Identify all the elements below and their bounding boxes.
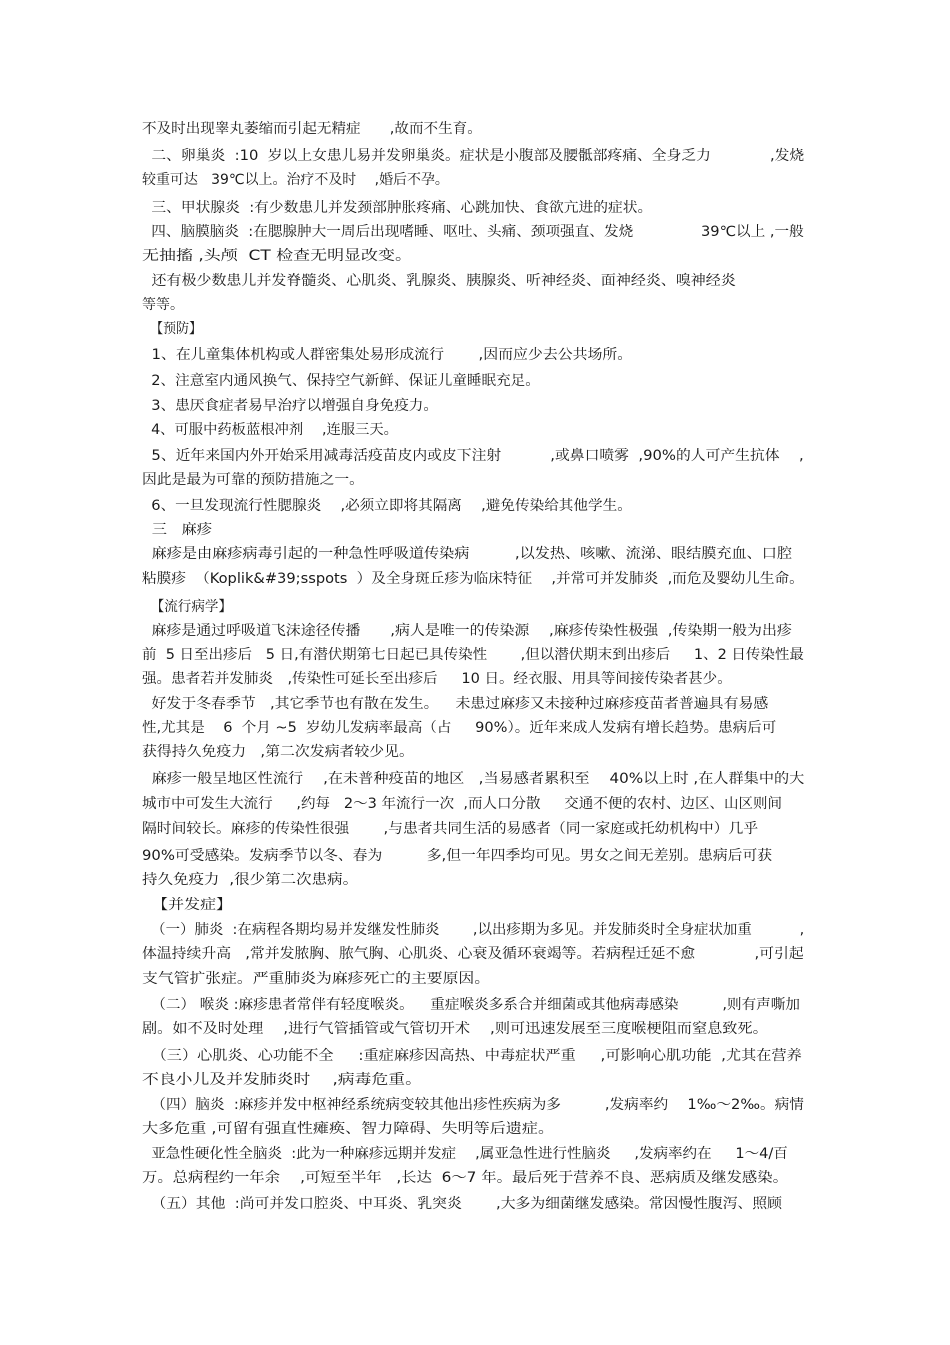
text-line: 【并发症】 <box>142 897 233 913</box>
text-line: 三、甲状腺炎 :有少数患儿并发颈部肿胀疼痛、心跳加快、食欲亢进的症状。 <box>142 200 653 216</box>
text-line: 粘膜疹 （Koplik&#39;sspots ）及全身斑丘疹为临床特征 ,并常可并发肺炎 ,而危及婴幼儿生命。 <box>142 571 804 587</box>
text-line: 麻疹是通过呼吸道飞沫途径传播 ,病人是唯一的传染源 ,麻疹传染性极强 ,传染期一般为出疹 <box>142 623 792 639</box>
text-line: 等等。 <box>142 297 184 313</box>
text-line: 隔时间较长。麻疹的传染性很强 ,与患者共同生活的易感者（同一家庭或托幼机构中）几乎 <box>142 821 759 837</box>
text-line: 5、近年来国内外开始采用减毒活疫苗皮内或皮下注射 ,或鼻口喷雾 ,90%的人可产生抗体 , <box>142 448 804 464</box>
text-line: 无抽搐 ,头颅 CT 检查无明显改变。 <box>142 248 412 264</box>
text-line: （三）心肌炎、心功能不全 :重症麻疹因高热、中毒症状严重 ,可影响心肌功能 ,尤其在营养 <box>142 1048 802 1064</box>
text-line: 不良小儿及并发肺炎时 ,病毒危重。 <box>142 1072 422 1088</box>
text-line: （二） 喉炎 :麻疹患者常伴有轻度喉炎。 重症喉炎多系合并细菌或其他病毒感染 ,则有声嘶加 <box>142 997 801 1013</box>
text-line: 好发于冬春季节 ,其它季节也有散在发生。 未患过麻疹又未接种过麻疹疫苗者普遍具有易感 <box>142 696 769 712</box>
text-line: 三 麻疹 <box>142 522 212 538</box>
text-line: 90%可受感染。发病季节以冬、春为 多,但一年四季均可见。男女之间无差别。患病后可获 <box>142 848 773 864</box>
text-line: 3、患厌食症者易早治疗以增强自身免疫力。 <box>142 398 439 414</box>
text-line: 因此是最为可靠的预防措施之一。 <box>142 472 364 488</box>
text-line: 6、一旦发现流行性腮腺炎 ,必须立即将其隔离 ,避免传染给其他学生。 <box>142 498 632 514</box>
text-line: 万。总病程约一年余 ,可短至半年 ,长达 6～7 年。最后死于营养不良、恶病质及继发感染。 <box>142 1170 788 1186</box>
text-line: 性,尤其是 6 个月 ~5 岁幼儿发病率最高（占 90%）。近年来成人发病有增长趋势。患病后可 <box>142 720 777 736</box>
text-line: 城市中可发生大流行 ,约每 2～3 年流行一次 ,而人口分散 交通不便的农村、边区、山区则间 <box>142 796 783 812</box>
text-line: 支气管扩张症。严重肺炎为麻疹死亡的主要原因。 <box>142 971 491 987</box>
text-line: 获得持久免疫力 ,第二次发病者较少见。 <box>142 744 414 760</box>
text-line: 持久免疫力 ,很少第二次患病。 <box>142 872 359 888</box>
text-line: 强。患者若并发肺炎 ,传染性可延长至出疹后 10 日。经衣服、用具等间接传染者甚少。 <box>142 671 732 687</box>
text-line: 【流行病学】 <box>142 599 233 615</box>
text-line: 麻疹一般呈地区性流行 ,在未普种疫苗的地区 ,当易感者累积至 40%以上时 ,在人群集中的大 <box>142 771 805 787</box>
text-line: 前 5 日至出疹后 5 日,有潜伏期第七日起已具传染性 ,但以潜伏期末到出疹后 1、2 日传染性最 <box>142 647 804 663</box>
text-line: 较重可达 39℃以上。治疗不及时 ,婚后不孕。 <box>142 172 449 188</box>
text-line: 麻疹是由麻疹病毒引起的一种急性呼吸道传染病 ,以发热、咳嗽、流涕、眼结膜充血、口腔 <box>142 546 793 562</box>
text-line: （一）肺炎 :在病程各期均易并发继发性肺炎 ,以出疹期为多见。并发肺炎时全身症状加重 , <box>142 922 805 938</box>
text-line: 亚急性硬化性全脑炎 :此为一种麻疹远期并发症 ,属亚急性进行性脑炎 ,发病率约在 1～4/百 <box>142 1146 788 1162</box>
text-line: 还有极少数患儿并发脊髓炎、心肌炎、乳腺炎、胰腺炎、听神经炎、面神经炎、嗅神经炎 <box>142 273 736 289</box>
text-line: （四）脑炎 :麻疹并发中枢神经系统病变较其他出疹性疾病为多 ,发病率约 1‰～2‰。病情 <box>142 1097 804 1113</box>
text-line: 大多危重 ,可留有强直性瘫痪、智力障碍、失明等后遗症。 <box>142 1121 555 1137</box>
text-line: 二、卵巢炎 :10 岁以上女患儿易并发卵巢炎。症状是小腹部及腰骶部疼痛、全身乏力 ,发烧 <box>142 148 805 164</box>
text-line: 1、在儿童集体机构或人群密集处易形成流行 ,因而应少去公共场所。 <box>142 347 633 363</box>
text-line: 体温持续升高 ,常并发脓胸、脓气胸、心肌炎、心衰及循环衰竭等。若病程迁延不愈 ,可引起 <box>142 946 804 962</box>
text-line: 四、脑膜脑炎 :在腮腺肿大一周后出现嗜睡、呕吐、头痛、颈项强直、发烧 39℃以上 ,一般 <box>142 224 804 240</box>
text-line: 2、注意室内通风换气、保持空气新鲜、保证儿童睡眠充足。 <box>142 373 540 389</box>
text-line: 【预防】 <box>142 321 202 337</box>
text-line: 4、可服中药板蓝根冲剂 ,连服三天。 <box>142 422 398 438</box>
text-line: 剧。如不及时处理 ,进行气管插管或气管切开术 ,则可迅速发展至三度喉梗阻而窒息致死。 <box>142 1021 768 1037</box>
text-line: （五）其他 :尚可并发口腔炎、中耳炎、乳突炎 ,大多为细菌继发感染。常因慢性腹泻、照顾 <box>142 1196 782 1212</box>
text-line: 不及时出现睾丸萎缩而引起无精症 ,故而不生育。 <box>142 121 482 137</box>
